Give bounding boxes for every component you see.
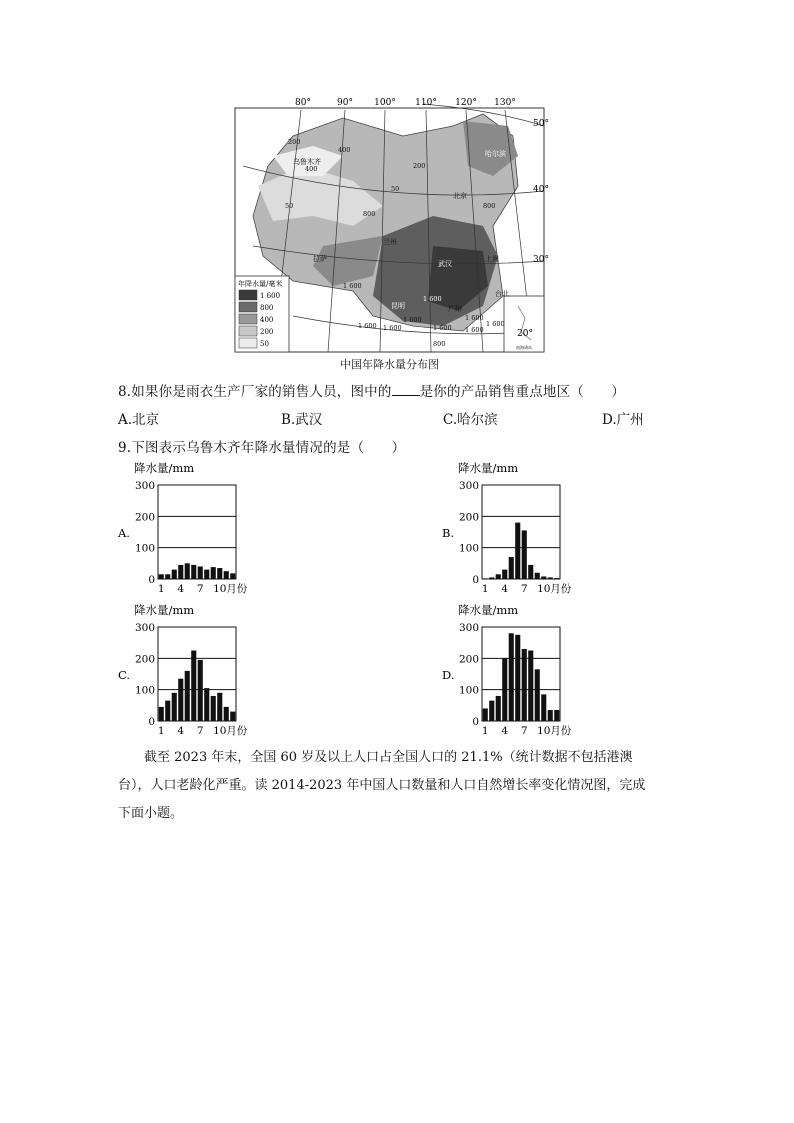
bar-1 — [483, 578, 488, 579]
longitude-label: 90° — [337, 98, 353, 108]
isohyet-label: 50 — [285, 202, 294, 210]
x-tick-label: 1 — [157, 725, 165, 737]
isohyet-label: 800 — [483, 202, 496, 210]
x-tick-label: 7 — [520, 725, 528, 737]
x-tick-label: 7 — [196, 725, 204, 737]
isohyet-label: 1 600 — [403, 316, 422, 324]
y-tick-label: 100 — [134, 684, 155, 697]
question-8-stem-after: 是你的产品销售重点地区（ ） — [419, 384, 626, 400]
bar-8 — [204, 570, 209, 579]
y-tick-label: 300 — [134, 480, 155, 492]
y-tick-label: 200 — [134, 511, 155, 524]
question-8-stem-before: 8.如果你是雨衣生产厂家的销售人员，图中的 — [118, 384, 392, 400]
x-tick-label: 1 — [157, 583, 165, 595]
option-label: B. — [442, 526, 455, 540]
bar-9 — [211, 567, 216, 579]
x-tick-label: 1 — [481, 725, 489, 737]
y-tick-label: 200 — [134, 653, 155, 666]
bar-11 — [548, 577, 553, 579]
y-tick-label: 0 — [472, 574, 479, 586]
bar-11 — [224, 707, 229, 721]
question-8-stem — [118, 380, 625, 400]
inset-label: 南海诸岛 — [516, 345, 532, 350]
isohyet-label: 1 600 — [383, 324, 402, 332]
option-a[interactable]: A.北京 — [118, 412, 160, 428]
bar-5 — [185, 671, 190, 721]
place-label: 北京 — [453, 192, 467, 200]
x-tick-label: 10 — [537, 583, 551, 595]
bar-3 — [172, 693, 177, 721]
x-axis-label: 月份 — [226, 583, 248, 595]
legend-value: 1 600 — [260, 292, 281, 300]
place-label: 乌鲁木齐 — [293, 158, 321, 166]
y-axis-label: 降水量/mm — [458, 603, 519, 617]
question-9-stem: 9.下图表示乌鲁木齐年降水量情况的是（ ） — [118, 440, 406, 456]
y-tick-label: 200 — [458, 653, 479, 666]
chart-option-b[interactable] — [440, 460, 600, 596]
bar-4 — [178, 565, 183, 579]
x-tick-label: 7 — [196, 583, 204, 595]
option-label: C. — [118, 668, 131, 682]
map-legend — [235, 276, 289, 352]
isohyet-label: 1 600 — [343, 282, 362, 290]
latitude-label: 20° — [517, 329, 533, 339]
plot-frame — [158, 485, 236, 579]
bar-2 — [165, 574, 170, 579]
y-tick-label: 100 — [458, 684, 479, 697]
x-axis-label: 月份 — [550, 583, 572, 595]
bar-12 — [230, 712, 235, 721]
place-label: 哈尔滨 — [485, 150, 506, 158]
y-tick-label: 200 — [458, 511, 479, 524]
y-axis-label: 降水量/mm — [134, 603, 195, 617]
bar-9 — [535, 573, 540, 579]
bar-6 — [191, 565, 196, 579]
option-c[interactable]: C.哈尔滨 — [443, 412, 498, 428]
bar-10 — [217, 693, 222, 721]
bar-7 — [522, 649, 527, 721]
bar-9 — [211, 696, 216, 721]
x-tick-label: 1 — [481, 583, 489, 595]
bar-12 — [230, 573, 235, 579]
bar-1 — [159, 574, 164, 579]
latitude-label: 50° — [533, 119, 549, 129]
chart-option-d[interactable] — [440, 602, 600, 738]
isohyet-label: 800 — [363, 210, 376, 218]
place-label: 兰州 — [383, 238, 397, 246]
place-label: 广州 — [448, 305, 462, 313]
option-d[interactable]: D.广州 — [602, 412, 644, 428]
map-caption: 中国年降水量分布图 — [340, 358, 439, 371]
x-tick-label: 7 — [520, 583, 528, 595]
place-label: 台北 — [495, 290, 509, 298]
x-tick-label: 4 — [177, 583, 185, 595]
bar-10 — [541, 576, 546, 579]
passage-line: 台），人口老龄化严重。读 2014-2023 年中国人口数量和人口自然增长率变化情况图，完成 — [118, 778, 646, 793]
y-tick-label: 0 — [148, 716, 155, 728]
longitude-label: 130° — [494, 98, 516, 108]
x-axis-label: 月份 — [226, 725, 248, 737]
y-axis-label: 降水量/mm — [458, 461, 519, 475]
bar-11 — [224, 571, 229, 579]
bar-3 — [496, 696, 501, 721]
legend-swatch — [239, 326, 257, 336]
bar-2 — [489, 577, 494, 579]
isohyet-label: 50 — [391, 185, 400, 193]
legend-value: 50 — [260, 340, 269, 348]
plot-frame — [482, 485, 560, 579]
x-tick-label: 4 — [501, 583, 509, 595]
bar-6 — [515, 523, 520, 579]
bar-9 — [535, 669, 540, 721]
passage — [118, 744, 688, 828]
option-label: A. — [118, 526, 130, 540]
isohyet-label: 1 600 — [423, 295, 442, 303]
legend-value: 200 — [260, 328, 274, 336]
legend-title: 年降水量/毫米 — [238, 280, 283, 288]
bar-11 — [548, 710, 553, 721]
x-tick-label: 4 — [177, 725, 185, 737]
isohyet-label: 400 — [338, 146, 351, 154]
bar-7 — [198, 660, 203, 721]
y-tick-label: 0 — [472, 716, 479, 728]
y-tick-label: 300 — [458, 480, 479, 492]
bar-5 — [509, 633, 514, 721]
isohyet-label: 1 600 — [358, 322, 377, 330]
bar-8 — [204, 688, 209, 721]
x-tick-label: 4 — [501, 725, 509, 737]
isohyet-label: 800 — [433, 340, 446, 348]
x-axis-label: 月份 — [550, 725, 572, 737]
bar-2 — [489, 701, 494, 721]
chart-option-a[interactable] — [116, 460, 276, 596]
y-tick-label: 300 — [134, 622, 155, 634]
latitude-label: 40° — [533, 185, 549, 195]
isohyet-label: 1 600 — [433, 324, 452, 332]
longitude-label: 80° — [295, 98, 311, 108]
isohyet-label: 1 600 — [486, 320, 505, 328]
isohyet-label: 1 600 — [465, 314, 484, 322]
place-label: 上海 — [485, 255, 499, 263]
bar-7 — [522, 530, 527, 579]
y-tick-label: 0 — [148, 574, 155, 586]
option-b[interactable]: B.武汉 — [281, 412, 323, 428]
bar-12 — [554, 578, 559, 579]
x-tick-label: 10 — [537, 725, 551, 737]
legend-swatch — [239, 290, 257, 300]
bar-4 — [502, 570, 507, 579]
bar-12 — [554, 710, 559, 721]
latitude-label: 30° — [533, 255, 549, 265]
place-label: 昆明 — [391, 302, 405, 310]
bar-1 — [483, 708, 488, 721]
place-label: 武汉 — [438, 260, 452, 268]
x-tick-label: 10 — [213, 583, 227, 595]
legend-swatch — [239, 314, 257, 324]
legend-value: 800 — [260, 304, 274, 312]
bar-7 — [198, 566, 203, 579]
bar-2 — [165, 701, 170, 721]
bar-10 — [217, 568, 222, 579]
bar-8 — [528, 651, 533, 722]
passage-line: 截至 2023 年末，全国 60 岁及以上人口占全国人口的 21.1%（统计数据不包括港澳 — [144, 750, 633, 765]
longitude-label: 100° — [374, 98, 396, 108]
bar-5 — [509, 557, 514, 579]
bar-6 — [191, 651, 196, 722]
y-tick-label: 100 — [458, 542, 479, 555]
bar-3 — [496, 574, 501, 579]
longitude-label: 120° — [455, 98, 477, 108]
option-label: D. — [442, 668, 455, 682]
isohyet-label: 200 — [288, 138, 301, 146]
bar-4 — [502, 658, 507, 721]
passage-line: 下面小题。 — [118, 806, 184, 821]
bar-6 — [515, 635, 520, 721]
isohyet-label: 1 600 — [465, 326, 484, 334]
isohyet-label: 200 — [413, 162, 426, 170]
legend-swatch — [239, 302, 257, 312]
answer-blank[interactable] — [392, 383, 420, 396]
bar-1 — [159, 707, 164, 721]
x-tick-label: 10 — [213, 725, 227, 737]
precipitation-map — [233, 96, 549, 354]
y-tick-label: 300 — [458, 622, 479, 634]
place-label: 拉萨 — [313, 255, 327, 263]
bar-5 — [185, 563, 190, 579]
legend-value: 400 — [260, 316, 274, 324]
isohyet-label: 400 — [305, 165, 318, 173]
bar-8 — [528, 565, 533, 579]
y-axis-label: 降水量/mm — [134, 461, 195, 475]
bar-4 — [178, 679, 183, 721]
y-tick-label: 100 — [134, 542, 155, 555]
bar-3 — [172, 570, 177, 579]
bar-10 — [541, 694, 546, 721]
longitude-label: 110° — [415, 98, 437, 108]
chart-option-c[interactable] — [116, 602, 276, 738]
legend-swatch — [239, 338, 257, 348]
